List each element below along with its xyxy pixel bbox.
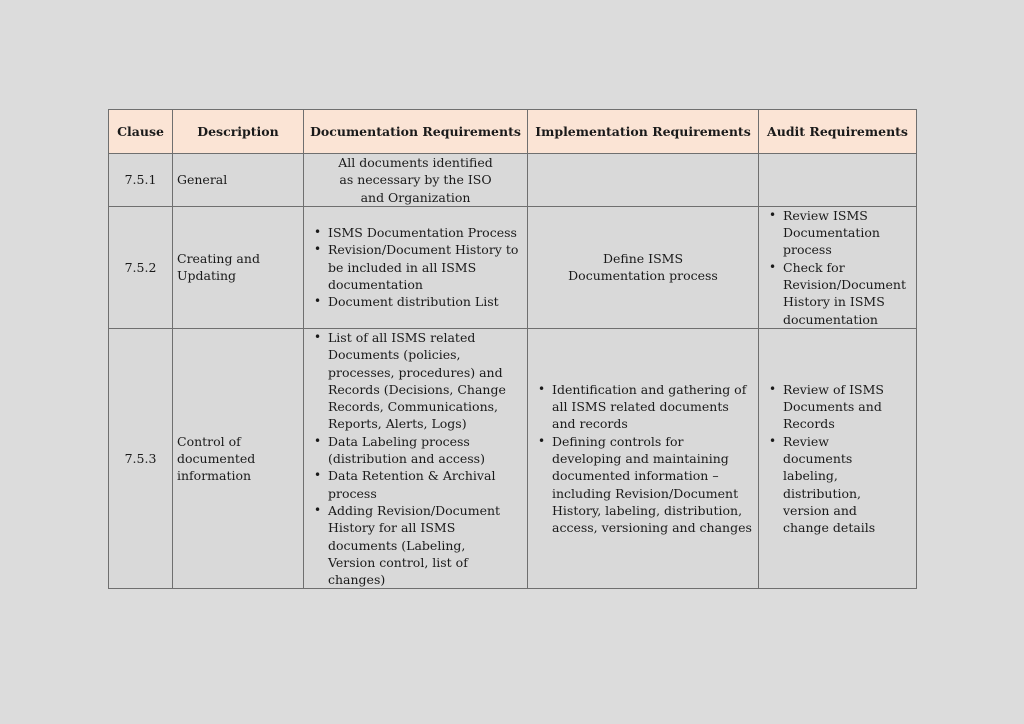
- audit-list: [763, 207, 912, 328]
- documentation-cell: [304, 154, 528, 207]
- description-text: Creating and Updating: [177, 251, 260, 284]
- description-cell: [173, 206, 304, 328]
- list-item: • Adding Revision/Document History for all ISMS documents (Labeling, Version control, list of changes): [308, 502, 515, 588]
- documentation-list: [308, 224, 523, 310]
- documentation-text: All documents identified as necessary by the ISO and Organization: [338, 155, 493, 205]
- header-implementation-requirements: Implementation Requirements: [528, 110, 759, 154]
- list-item: • Review documents labeling, distribution, version and change details: [763, 433, 902, 537]
- isms-requirements-table: [108, 109, 917, 589]
- list-item: • Review ISMS Documentation process: [763, 207, 912, 259]
- header-clause: Clause: [109, 110, 173, 154]
- clause-cell: 7.5.2: [109, 206, 173, 328]
- documentation-cell: [304, 328, 528, 588]
- audit-cell: [759, 328, 917, 588]
- audit-cell: [759, 154, 917, 207]
- table-row: [109, 206, 917, 328]
- description-cell: [173, 328, 304, 588]
- implementation-cell: [528, 206, 759, 328]
- description-cell: General: [173, 154, 304, 207]
- description-text: Control of documented information: [177, 433, 256, 484]
- header-description: Description: [173, 110, 304, 154]
- list-item: • Data Labeling process (distribution and access): [308, 433, 515, 468]
- list-item: • Document distribution List: [308, 293, 523, 310]
- list-item: • Data Retention & Archival process: [308, 467, 515, 502]
- list-item: • List of all ISMS related Documents (policies, processes, procedures) and Records (Decisions, Change Records, Communications, Reports, Alerts, Logs): [308, 329, 515, 433]
- clause-cell: 7.5.3: [109, 328, 173, 588]
- list-item: • Review of ISMS Documents and Records: [763, 381, 902, 433]
- header-audit-requirements: Audit Requirements: [759, 110, 917, 154]
- implementation-cell: [528, 328, 759, 588]
- clause-cell: 7.5.1: [109, 154, 173, 207]
- list-item: • Check for Revision/Document History in ISMS documentation: [763, 259, 912, 328]
- table-header-row: [109, 110, 917, 154]
- header-documentation-requirements: Documentation Requirements: [304, 110, 528, 154]
- audit-cell: [759, 206, 917, 328]
- audit-list: [763, 381, 912, 537]
- table-row: [109, 328, 917, 588]
- documentation-list: [308, 329, 523, 588]
- list-item: • Identification and gathering of all ISMS related documents and records: [532, 381, 754, 433]
- table-row: [109, 154, 917, 207]
- list-item: • Defining controls for developing and maintaining documented information – including Revision/Document History, labeling, distribution, access, versioning and changes: [532, 433, 754, 537]
- implementation-text: Define ISMS Documentation process: [568, 251, 718, 284]
- list-item: • Revision/Document History to be included in all ISMS documentation: [308, 241, 523, 293]
- implementation-list: [532, 381, 754, 537]
- list-item: • ISMS Documentation Process: [308, 224, 523, 241]
- implementation-cell: [528, 154, 759, 207]
- documentation-cell: [304, 206, 528, 328]
